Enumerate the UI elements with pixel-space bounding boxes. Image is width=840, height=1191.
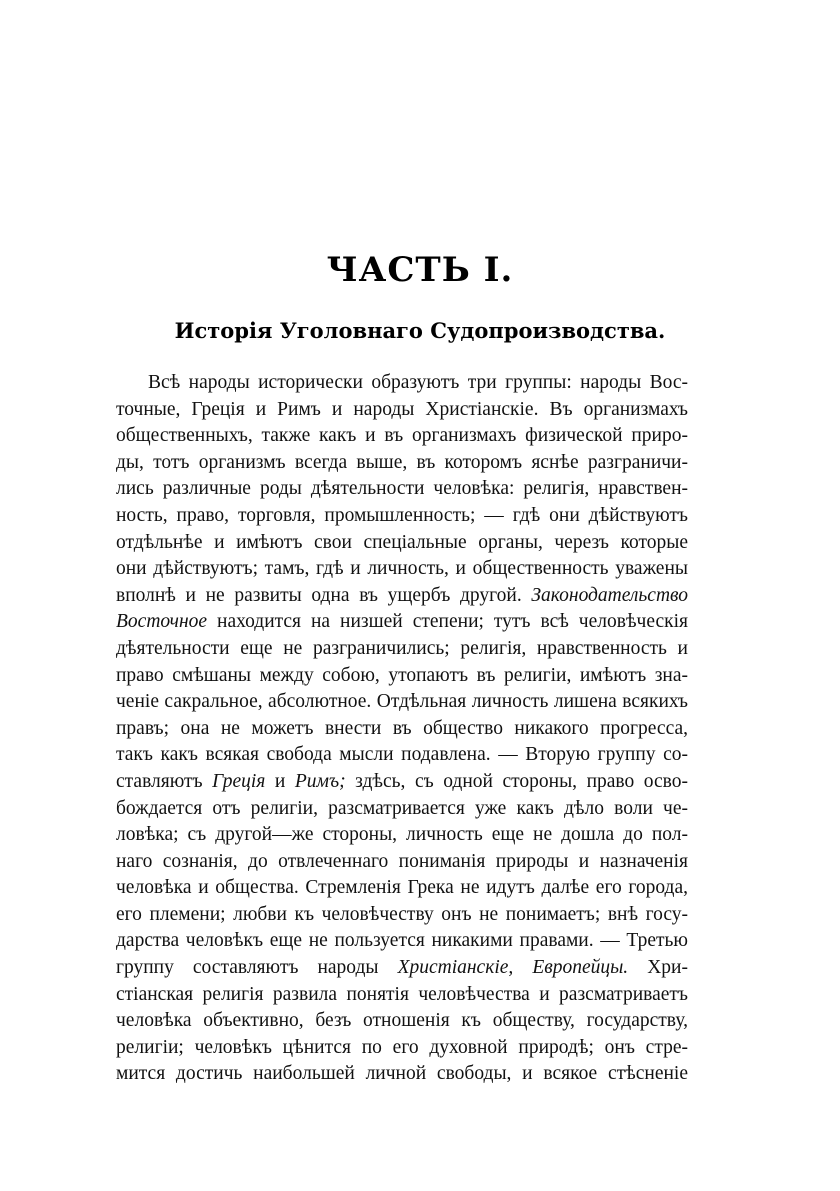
chapter-title: Исторія Уголовнаго Судопроизводства. [174, 318, 666, 343]
text-line [116, 556, 688, 583]
text-run: правъ; она не можетъ внести въ общество никакого прогресса, [116, 717, 688, 739]
text-run: вполнѣ и не развиты одна въ ущербъ другой. [116, 584, 532, 606]
text-run: ловѣка; съ другой—же стороны, личность еще не дошла до пол- [116, 824, 688, 846]
text-run: Всѣ народы исторически образуютъ три группы: народы Вос- [148, 372, 688, 393]
text-run: религіи; человѣкъ цѣнится по его духовной природѣ; онъ стре- [116, 1036, 688, 1058]
text-line [116, 530, 688, 557]
text-line [116, 849, 688, 876]
text-line [116, 476, 688, 503]
text-line [116, 928, 688, 955]
text-line [116, 1061, 688, 1088]
text-run: стіанская религія развила понятія человѣчества и разсматриваетъ [116, 983, 688, 1005]
text-run: ставляютъ [116, 770, 213, 792]
text-run: человѣка и общества. Стремленія Грека не идутъ далѣе его города, [116, 877, 688, 899]
text-run: отдѣльнѣе и имѣютъ свои спеціальные органы, черезъ которые [116, 531, 688, 553]
body-paragraph [116, 370, 688, 1088]
text-run: Хри- [628, 957, 688, 979]
text-run: здѣсь, съ одной стороны, право осво- [345, 770, 688, 792]
text-line [116, 982, 688, 1009]
text-line [116, 875, 688, 902]
text-line [116, 742, 688, 769]
text-line [116, 1035, 688, 1062]
text-line [116, 397, 688, 424]
text-run: его племени; любви къ человѣчеству онъ не понимаетъ; внѣ госу- [116, 903, 688, 925]
text-line [116, 609, 688, 636]
text-line [116, 583, 688, 610]
text-line [116, 370, 688, 397]
text-run: ченіе сакральное, абсолютное. Отдѣльная личность лишена всякихъ [116, 691, 688, 713]
text-line [116, 955, 688, 982]
text-run: они дѣйствуютъ; тамъ, гдѣ и личность, и общественность уважены [116, 558, 688, 580]
italic-text: Греція [212, 770, 266, 792]
text-line [116, 450, 688, 477]
text-run: человѣка объективно, безъ отношенія къ обществу, государству, [116, 1010, 688, 1032]
text-run: точные, Греція и Римъ и народы Христіанскіе. Въ организмахъ [116, 398, 688, 420]
text-run: наго сознанія, до отвлеченнаго пониманія природы и назначенія [116, 850, 688, 872]
italic-text: Христіанскіе, Европейцы. [397, 957, 629, 979]
part-title: ЧАСТЬ I. [326, 250, 514, 290]
text-run: находится на низшей степени; тутъ всѣ человѣческія [207, 611, 688, 633]
text-run: ность, право, торговля, промышленность; — гдѣ они дѣйствуютъ [116, 504, 688, 526]
text-line [116, 1008, 688, 1035]
text-run: дѣятельности еще не разграничились; религія, нравственность и [116, 637, 688, 659]
text-line [116, 902, 688, 929]
text-line [116, 822, 688, 849]
text-run: бождается отъ религіи, разсматривается уже какъ дѣло воли че- [116, 797, 688, 819]
text-run: такъ какъ всякая свобода мысли подавлена. — Вторую группу со- [116, 744, 688, 766]
text-run: ды, тотъ организмъ всегда выше, въ которомъ яснѣе разграничи- [116, 451, 688, 473]
text-line [116, 689, 688, 716]
text-line [116, 716, 688, 743]
italic-text: Восточное [116, 611, 208, 633]
text-run: дарства человѣкъ еще не пользуется никакими правами. — Третью [116, 930, 688, 952]
text-run: лись различные роды дѣятельности человѣка: религія, нравствен- [116, 478, 688, 500]
text-line [116, 503, 688, 530]
text-line [116, 423, 688, 450]
text-run: мится достичь наибольшей личной свободы, и всякое стѣсненіе [116, 1063, 688, 1085]
italic-text: Римъ; [294, 770, 346, 792]
text-run: и [265, 770, 295, 792]
text-run: группу составляютъ народы [116, 957, 398, 979]
text-run: общественныхъ, также какъ и въ организмахъ физической приро- [116, 425, 688, 447]
text-line [116, 663, 688, 690]
text-line [116, 636, 688, 663]
text-run: право смѣшаны между собою, утопаютъ въ религіи, имѣютъ зна- [116, 664, 688, 686]
text-line [116, 796, 688, 823]
text-line [116, 769, 688, 796]
italic-text: Законодательство [531, 584, 688, 606]
